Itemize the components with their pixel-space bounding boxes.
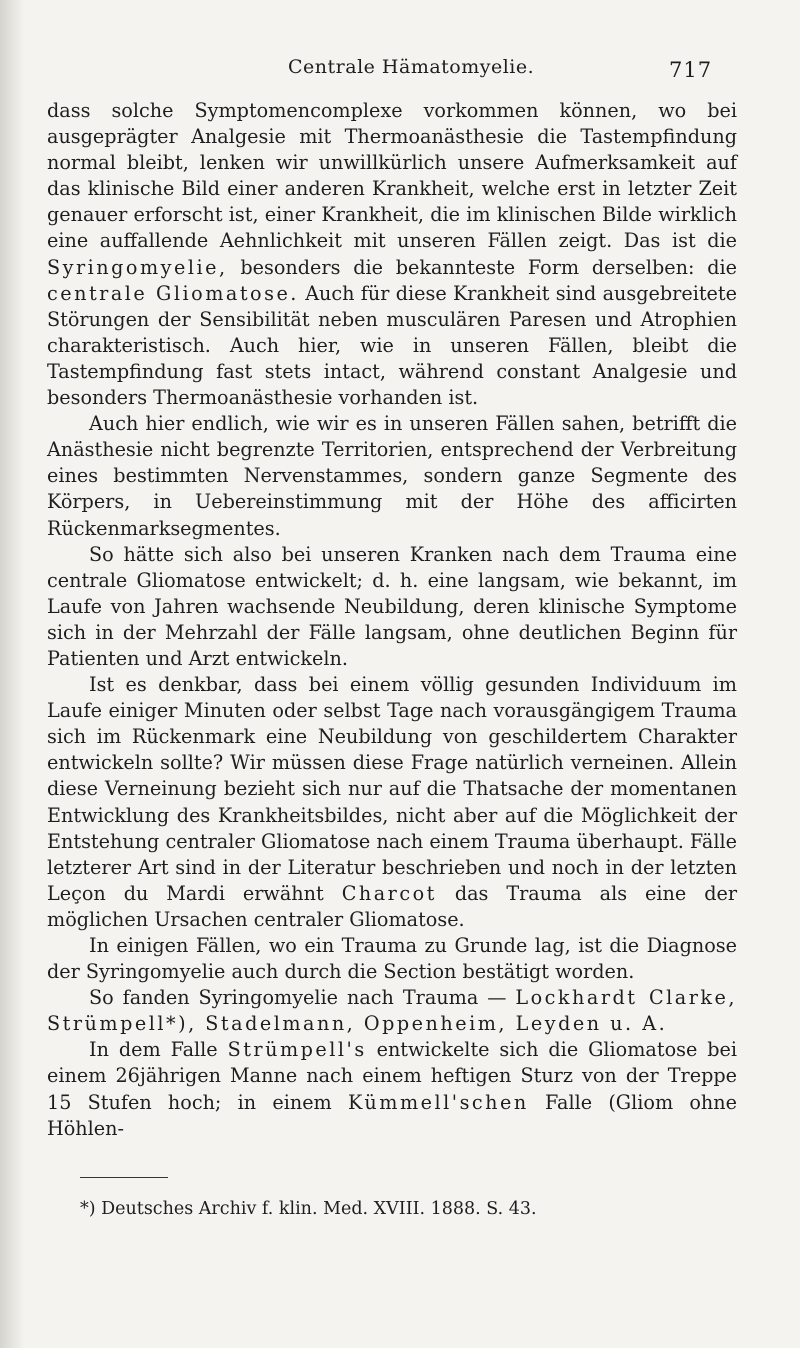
author-names: Lockhardt Clarke, Strümpell*), Stadelmann, Oppenheim, Leyden u. A.: [47, 986, 737, 1036]
paragraph-1-text-a: dass solche Symptomencomplexe vorkommen können, wo bei ausgeprägter Analgesie mit Thermoanästhesie die Tastempfindung normal bleibt, lenken wir unwillkürlich unsere Aufmerksamkeit auf das klinische Bild einer anderen Krankheit, welche erst in letzter Zeit genauer erforscht ist, einer Krankheit, die im klinischen Bilde wirklich eine auffallende Aehnlichkeit mit unseren Fällen zeigt. Das ist die: [47, 99, 737, 253]
page-gutter-shadow: [0, 0, 24, 1348]
running-head: [0, 52, 800, 82]
paragraph-4-text-a: Ist es denkbar, dass bei einem völlig gesunden Individuum im Laufe einiger Minuten oder selbst Tage nach vorausgängigem Trauma sich im Rückenmark eine Neubildung von geschildertem Charakter entwickeln sollte? Wir müssen diese Frage natürlich verneinen. Allein diese Verneinung bezieht sich nur auf die Thatsache der momentanen Entwicklung des Krankheitsbildes, nicht aber auf die Möglichkeit der Entstehung centraler Gliomatose nach einem Trauma überhaupt. Fälle letzterer Art sind in der Literatur beschrieben und noch in der letzten Leçon du Mardi erwähnt: [47, 673, 737, 905]
running-title: Centrale Hämatomyelie.: [288, 56, 535, 78]
paragraph-2: Auch hier endlich, wie wir es in unseren Fällen sahen, betrifft die Anästhesie nicht begrenzte Territorien, entsprechend der Verbreitung eines bestimmten Nervenstammes, sondern ganze Segmente des Körpers, in Uebereinstimmung mit der Höhe des afficirten Rückenmarksegmentes.: [47, 412, 737, 540]
paragraph-4-text-b: das Trauma als eine der möglichen Ursachen centraler Gliomatose.: [47, 881, 737, 931]
page-number: 717: [669, 58, 713, 82]
paragraph-3: So hätte sich also bei unseren Kranken nach dem Trauma eine centrale Gliomatose entwickelt; d. h. eine langsam, wie bekannt, im Laufe von Jahren wachsende Neubildung, deren klinische Symptome sich in der Mehrzahl der Fälle langsam, ohne deutlichen Beginn für Patienten und Arzt entwickeln.: [47, 542, 737, 670]
body-text: [47, 98, 737, 1142]
paragraph-6-text-a: So fanden Syringomyelie nach Trauma —: [89, 986, 507, 1010]
paragraph-1-text-c: Auch für diese Krankheit sind ausgebreitete Störungen der Sensibilität neben musculären Paresen und Atrophien charakteristisch. Auch hier, wie in unseren Fällen, bleibt die Tastempfindung fast stets intact, während constant Analgesie und besonders Thermoanästhesie vorhanden ist.: [47, 281, 737, 410]
paragraph-7-text-a: In dem Falle: [89, 1038, 218, 1062]
name-struempell: Strümpell's: [227, 1038, 367, 1062]
paragraph-6: [47, 985, 737, 1037]
footnote-divider: [80, 1177, 168, 1178]
paragraph-4: [47, 672, 737, 933]
paragraph-5: In einigen Fällen, wo ein Trauma zu Grunde lag, ist die Diagnose der Syringomyelie auch durch die Section bestätigt worden.: [47, 934, 737, 984]
term-centrale-gliomatose: centrale Gliomatose.: [47, 281, 299, 305]
name-kuemmell: Kümmell'schen: [348, 1090, 529, 1114]
paragraph-7-text-b: entwickelte sich die Gliomatose bei einem 26jährigen Manne nach einem heftigen Sturz von der Treppe 15 Stufen hoch; in einem: [47, 1038, 737, 1114]
name-charcot: Charcot: [341, 881, 437, 905]
paragraph-1-text-b: besonders die bekannteste Form derselben: die: [240, 255, 737, 279]
footnote: *) Deutsches Archiv f. klin. Med. XVIII. 1888. S. 43.: [80, 1199, 537, 1219]
paragraph-1: [47, 98, 737, 411]
paragraph-7-text-c: Falle (Gliom ohne Höhlen-: [47, 1090, 738, 1140]
paragraph-7: [47, 1037, 737, 1141]
term-syringomyelie: Syringomyelie,: [47, 255, 228, 279]
